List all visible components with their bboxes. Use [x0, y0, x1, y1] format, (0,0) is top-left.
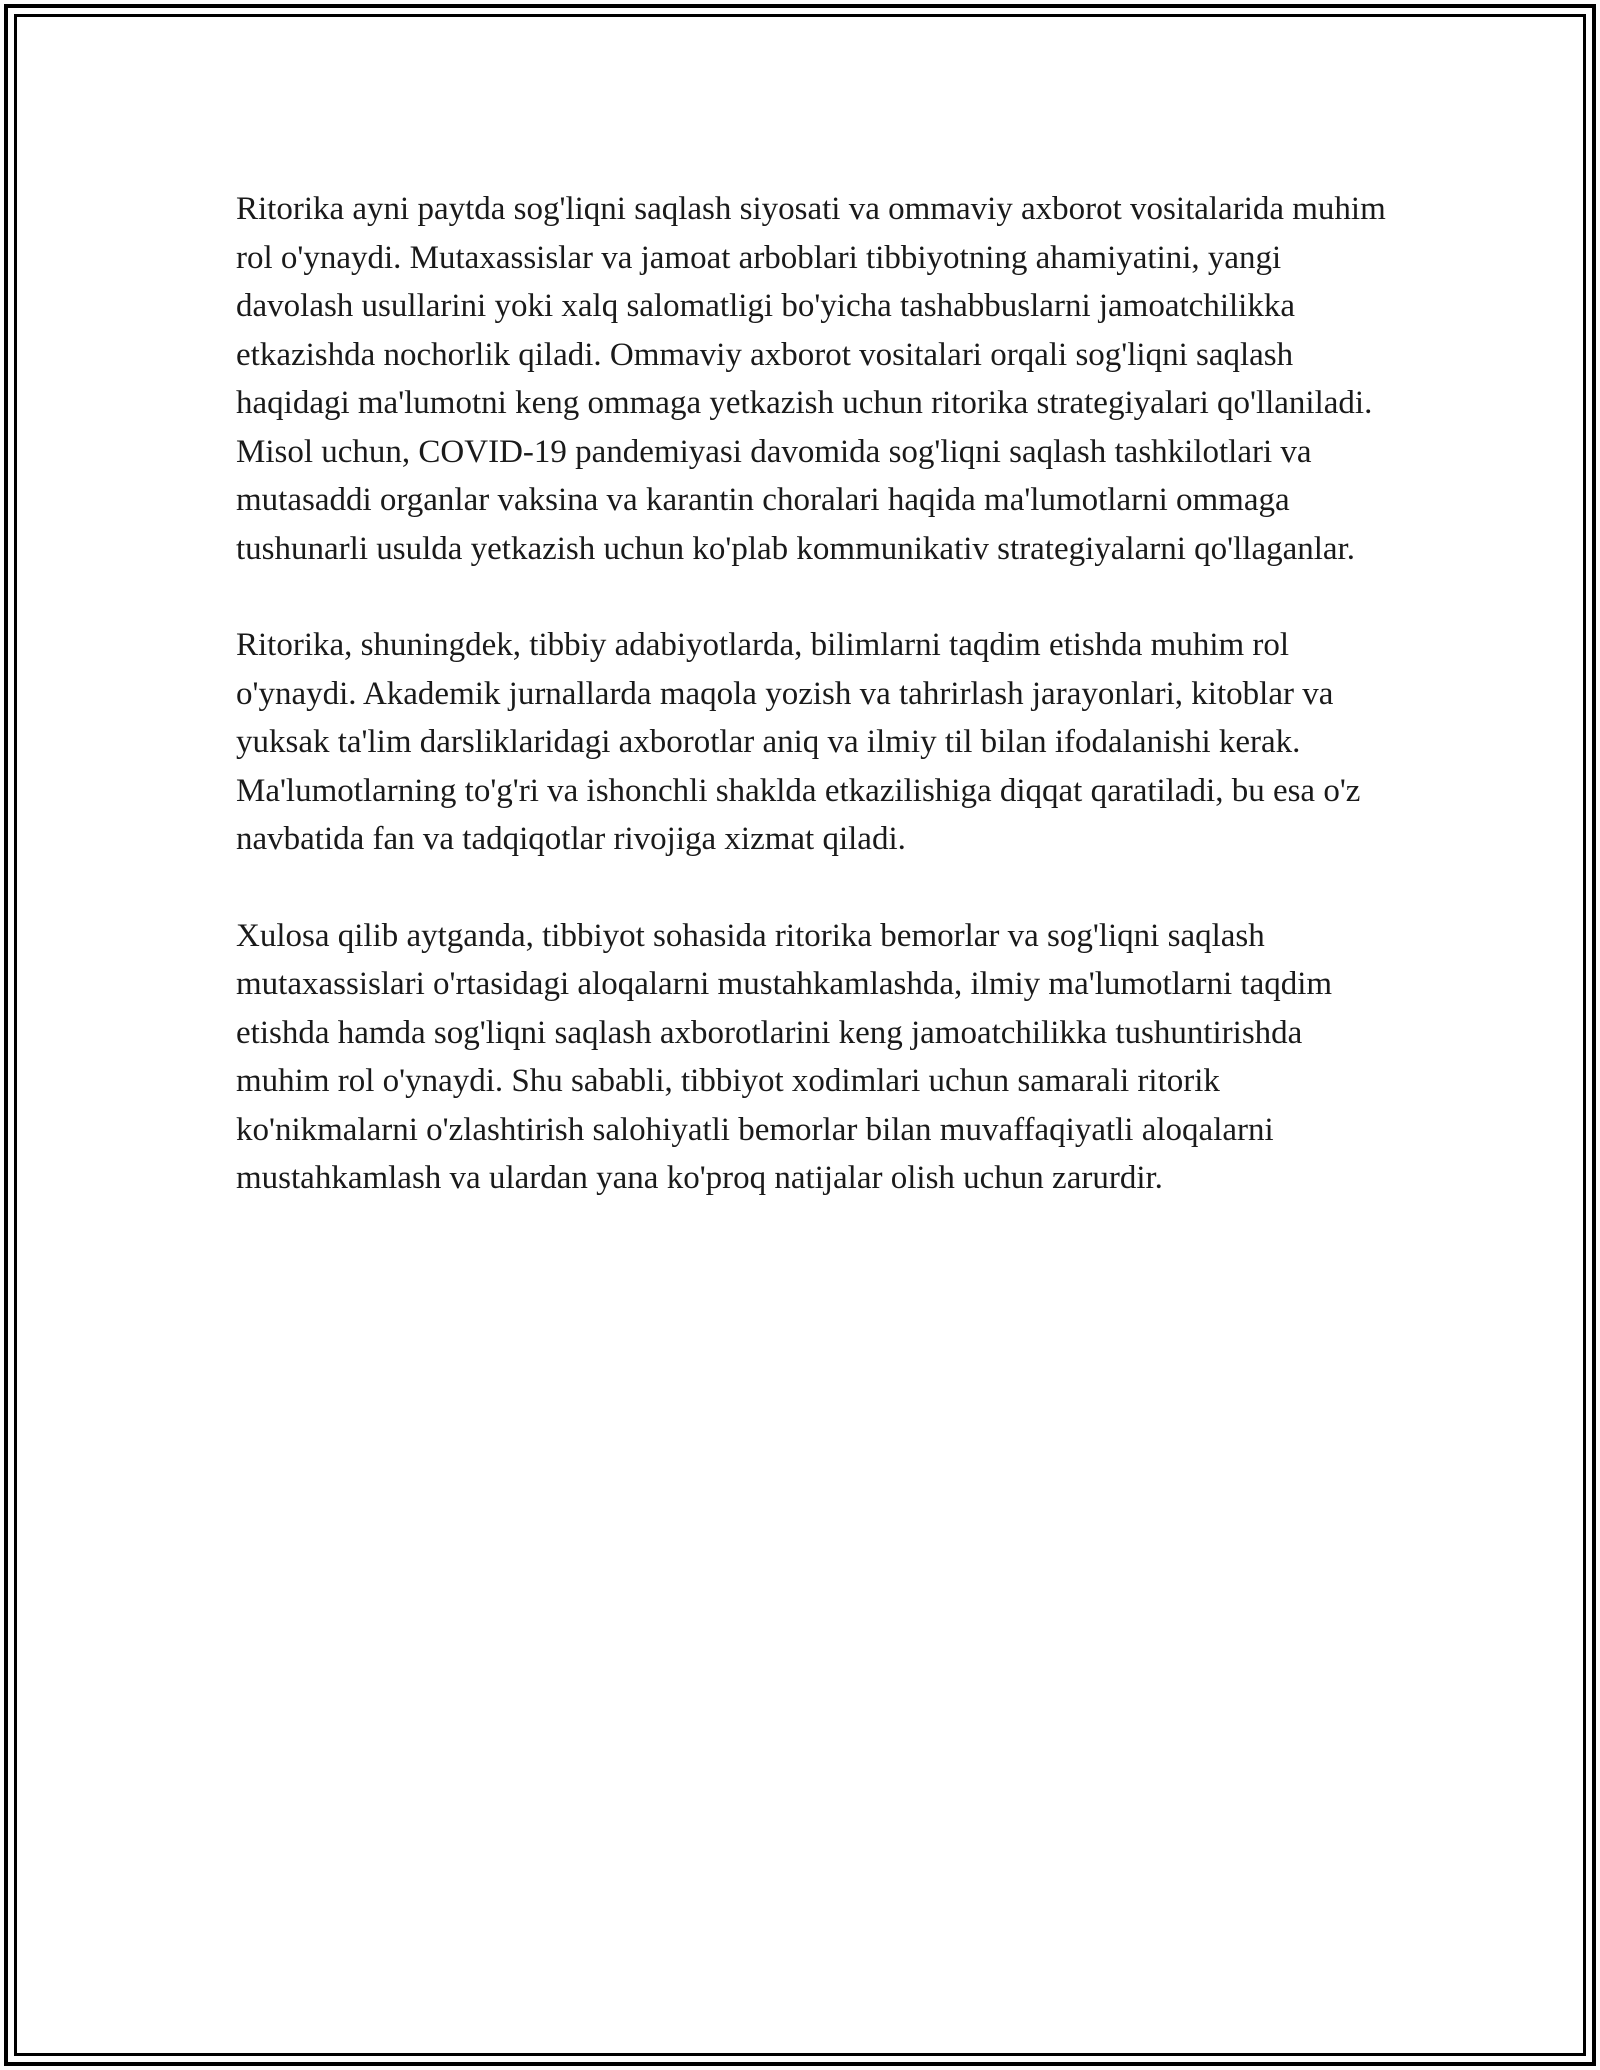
paragraph-1: Ritorika ayni paytda sog'liqni saqlash siyosati va ommaviy axborot vositalarida muhim rol o'ynaydi. Mutaxassislar va jamoat arboblari tibbiyotning ahamiyatini, yangi davolash usullarini yoki xalq salomatligi bo'yicha tashabbuslarni jamoatchilikka etkazishda nochorlik qiladi. Ommaviy axborot vositalari orqali sog'liqni saqlash haqidagi ma'lumotni keng ommaga yetkazish uchun ritorika strategiyalari qo'llaniladi. Misol uchun, COVID-19 pandemiyasi davomida sog'liqni saqlash tashkilotlari va mutasaddi organlar vaksina va karantin choralari haqida ma'lumotlarni ommaga tushunarli usulda yetkazish uchun ko'plab kommunikativ strategiyalarni qo'llaganlar.	[236, 191, 1386, 567]
paragraph-2: Ritorika, shuningdek, tibbiy adabiyotlarda, bilimlarni taqdim etishda muhim rol o'ynaydi. Akademik jurnallarda maqola yozish va tahrirlash jarayonlari, kitoblar va yuksak ta'lim darsliklaridagi axborotlar aniq va ilmiy til bilan ifodalanishi kerak. Ma'lumotlarning to'g'ri va ishonchli shaklda etkazilishiga diqqat qaratiladi, bu esa o'z navbatida fan va tadqiqotlar rivojiga xizmat qiladi.	[236, 627, 1361, 857]
document-body	[236, 185, 1386, 1251]
paragraph-3: Xulosa qilib aytganda, tibbiyot sohasida ritorika bemorlar va sog'liqni saqlash mutaxassislari o'rtasidagi aloqalarni mustahkamlashda, ilmiy ma'lumotlarni taqdim etishda hamda sog'liqni saqlash axborotlarini keng jamoatchilikka tushuntirishda muhim rol o'ynaydi. Shu sababli, tibbiyot xodimlari uchun samarali ritorik ko'nikmalarni o'zlashtirish salohiyatli bemorlar bilan muvaffaqiyatli aloqalarni mustahkamlash va ulardan yana ko'proq natijalar olish uchun zarurdir.	[236, 917, 1333, 1196]
